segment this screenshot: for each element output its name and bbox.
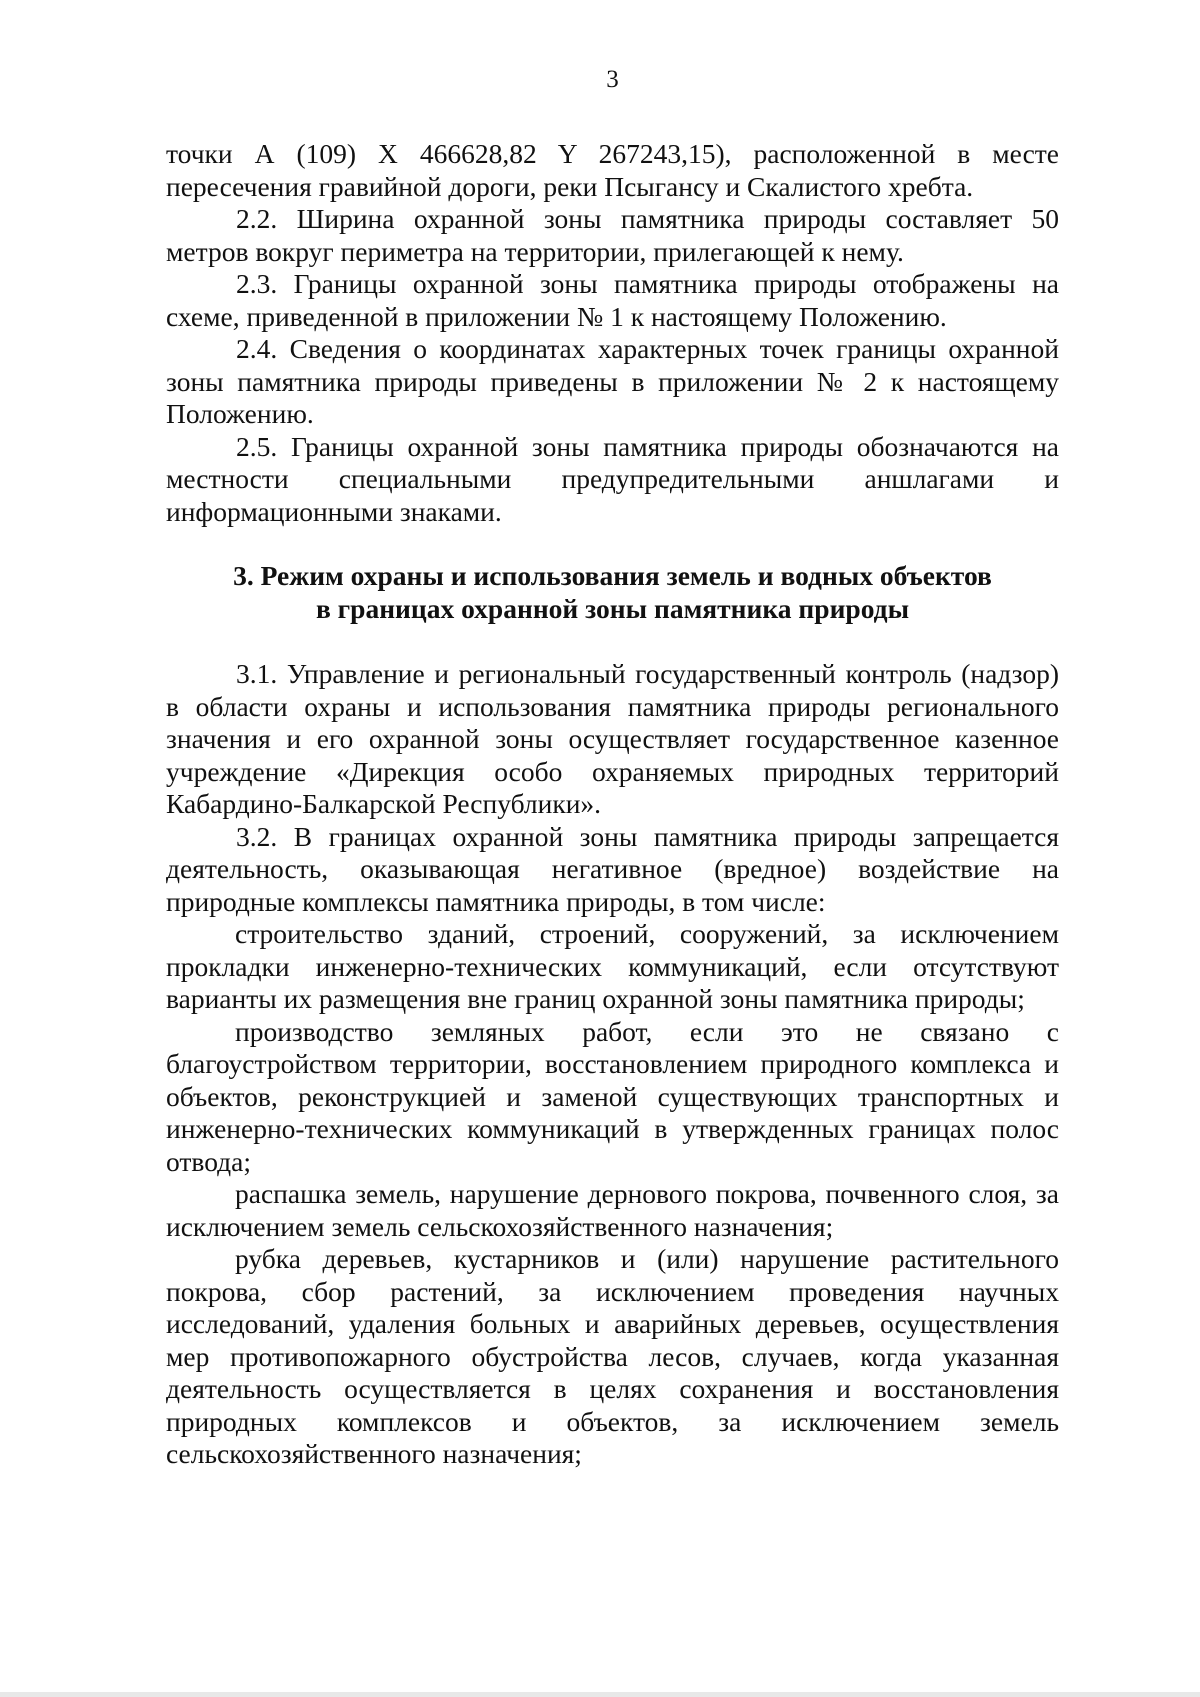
page-number: 3 (606, 66, 619, 93)
section-3-heading (166, 560, 1059, 625)
paragraph-2-3: 2.3. Границы охранной зоны памятника природы отображены на схеме, приведенной в приложении № 1 к настоящему Положению. (166, 268, 1059, 332)
prohibition-item-earthworks: производство земляных работ, если это не связано с благоустройством территории, восстановлением природного комплекса и объектов, реконструкцией и заменой существующих транспортных и инженерно-технических коммуникаций в утвержденных границах полос отвода; (166, 1015, 1059, 1177)
document-body (166, 138, 1059, 1471)
prohibition-item-plowing: распашка земель, нарушение дернового покрова, почвенного слоя, за исключением земель сельскохозяйственного назначения; (166, 1178, 1059, 1242)
prohibition-item-construction: строительство зданий, строений, сооружений, за исключением прокладки инженерно-технических коммуникаций, если отсутствуют варианты их размещения вне границ охранной зоны памятника природы; (166, 918, 1059, 1014)
paragraph-2-5: 2.5. Границы охранной зоны памятника природы обозначаются на местности специальными предупредительными аншлагами и информационными знаками. (166, 430, 1059, 527)
section-3-heading-line-1: 3. Режим охраны и использования земель и водных объектов (233, 560, 992, 591)
paragraph-3-1: 3.1. Управление и региональный государственный контроль (надзор) в области охраны и использования памятника природы регионального значения и его охранной зоны осуществляет государственное казенное учреждение «Дирекция особо охраняемых природных территорий Кабардино-Балкарской Республики». (166, 658, 1059, 819)
paragraph-2-2: 2.2. Ширина охранной зоны памятника природы составляет 50 метров вокруг периметра на территории, прилегающей к нему. (166, 203, 1059, 267)
paragraph-continuation: точки А (109) X 466628,82 Y 267243,15), расположенной в месте пересечения гравийной дороги, реки Псыгансу и Скалистого хребта. (166, 138, 1059, 202)
paragraph-3-2: 3.2. В границах охранной зоны памятника природы запрещается деятельность, оказывающая негативное (вредное) воздействие на природные комплексы памятника природы, в том числе: (166, 820, 1059, 917)
section-3-heading-line-2: в границах охранной зоны памятника природы (315, 592, 910, 624)
scan-bottom-edge (0, 1692, 1200, 1697)
prohibition-item-tree-felling: рубка деревьев, кустарников и (или) нарушение растительного покрова, сбор растений, за исключением проведения научных исследований, удаления больных и аварийных деревьев, осуществления мер противопожарного обустройства лесов, случаев, когда указанная деятельность осуществляется в целях сохранения и восстановления природных комплексов и объектов, за исключением земель сельскохозяйственного назначения; (166, 1243, 1059, 1469)
paragraph-2-4: 2.4. Сведения о координатах характерных точек границы охранной зоны памятника природы приведены в приложении № 2 к настоящему Положению. (166, 333, 1059, 429)
